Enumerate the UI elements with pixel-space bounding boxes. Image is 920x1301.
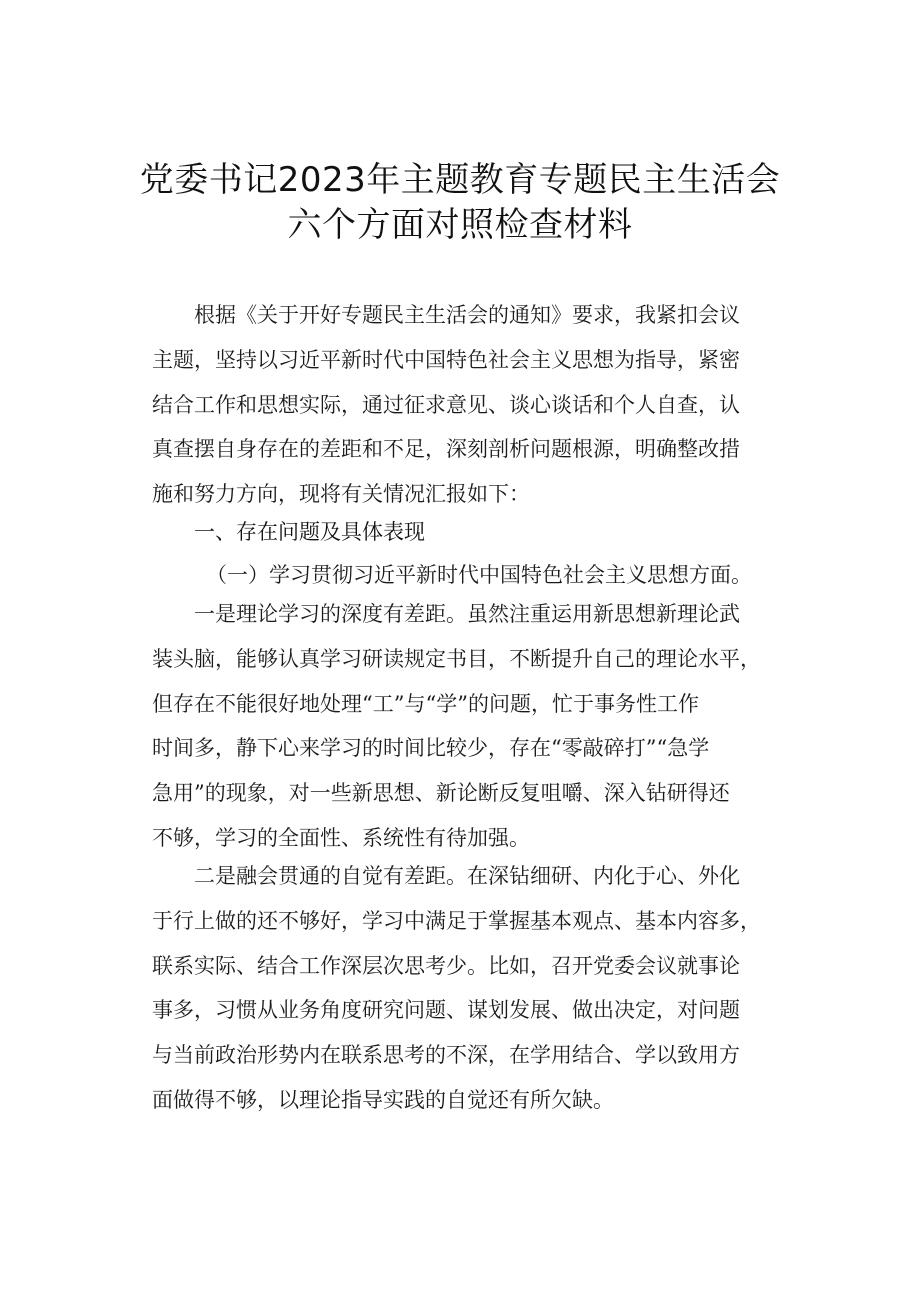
intro-line: 施和努力方向，现将有关情况汇报如下： xyxy=(152,482,530,507)
point2-paragraph xyxy=(152,854,802,1123)
point1-line: 但存在不能很好地处理“工”与“学”的问题，忙于事务性工作 xyxy=(152,691,699,716)
section-heading: 一、存在问题及具体表现 xyxy=(194,520,425,544)
point1-line: 一是理论学习的深度有差距。虽然注重运用新思想新理论武 xyxy=(194,602,740,626)
intro-line: 主题，坚持以习近平新时代中国特色社会主义思想为指导，紧密 xyxy=(152,347,740,372)
point1-paragraph xyxy=(152,592,802,861)
intro-line: 真查摆自身存在的差距和不足，深刻剖析问题根源，明确整改措 xyxy=(152,437,740,462)
document-title-line1: 党委书记2023年主题教育专题民主生活会 xyxy=(139,160,781,200)
intro-paragraph xyxy=(152,293,802,517)
point2-line: 事多，习惯从业务角度研究问题、谋划发展、做出决定，对问题 xyxy=(152,998,740,1023)
point1-line: 急用”的现象，对一些新思想、新论断反复咀嚼、深入钻研得还 xyxy=(152,781,730,806)
point1-line: 时间多，静下心来学习的时间比较少，存在“零敲碎打”“急学 xyxy=(152,736,710,761)
point2-line: 与当前政治形势内在联系思考的不深，在学用结合、学以致用方 xyxy=(152,1043,740,1068)
subsection-line: （一）学习贯彻习近平新时代中国特色社会主义思想方面。 xyxy=(206,563,752,587)
intro-line: 根据《关于开好专题民主生活会的通知》要求，我紧扣会议 xyxy=(194,303,740,327)
point1-line: 不够，学习的全面性、系统性有待加强。 xyxy=(152,825,530,850)
intro-line: 结合工作和思想实际，通过征求意见、谈心谈话和个人自查，认 xyxy=(152,392,740,417)
point1-line: 装头脑，能够认真学习研读规定书目，不断提升自己的理论水平， xyxy=(152,646,761,671)
point2-line: 联系实际、结合工作深层次思考少。比如，召开党委会议就事论 xyxy=(152,953,740,978)
point2-line: 于行上做的还不够好，学习中满足于掌握基本观点、基本内容多， xyxy=(152,908,761,933)
point2-line: 面做得不够，以理论指导实践的自觉还有所欠缺。 xyxy=(152,1087,614,1112)
document-title-line2: 六个方面对照检查材料 xyxy=(287,205,633,245)
point2-line: 二是融会贯通的自觉有差距。在深钻细研、内化于心、外化 xyxy=(194,864,740,888)
